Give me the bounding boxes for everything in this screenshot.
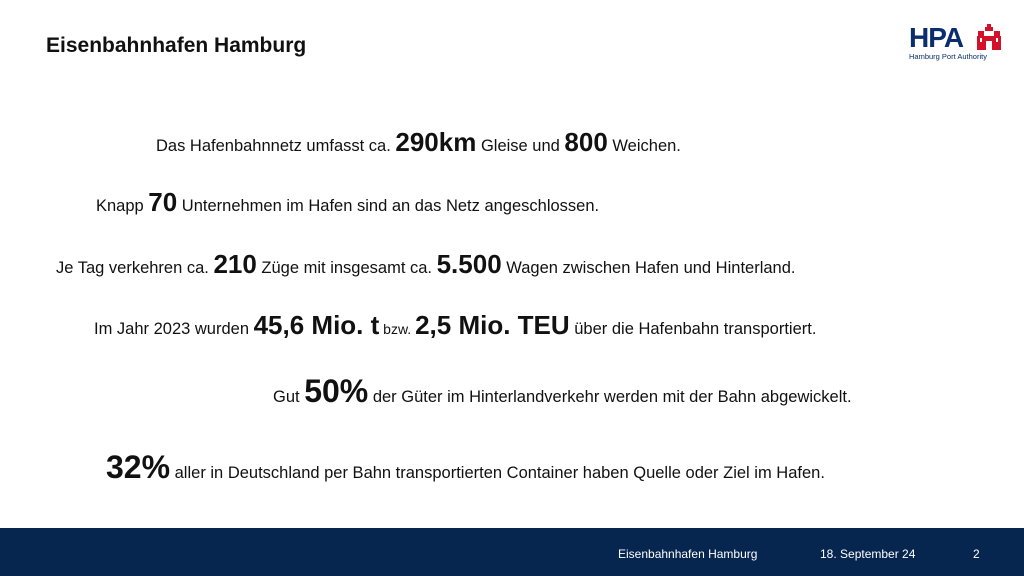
- fact-line-1: [156, 129, 681, 155]
- fact-text: Unternehmen im Hafen sind an das Netz angeschlossen.: [177, 197, 600, 215]
- footer-page-number: 2: [973, 547, 980, 561]
- fact-text: Weichen.: [607, 137, 681, 155]
- fact-number: 32%: [106, 449, 171, 485]
- hamburg-castle-crest-icon: [976, 24, 1002, 52]
- fact-text: Züge mit insgesamt ca.: [256, 259, 437, 277]
- fact-number: 210: [213, 249, 257, 279]
- fact-text: Gleise und: [476, 137, 565, 155]
- fact-line-5: [273, 375, 852, 407]
- footer-title: Eisenbahnhafen Hamburg: [618, 547, 758, 561]
- fact-line-6: [106, 451, 825, 483]
- fact-text: Wagen zwischen Hafen und Hinterland.: [501, 259, 796, 277]
- fact-number: 45,6 Mio. t: [253, 310, 380, 340]
- fact-text: Je Tag verkehren ca.: [56, 259, 214, 277]
- fact-line-2: [96, 189, 599, 215]
- fact-text: aller in Deutschland per Bahn transportierten Container haben Quelle oder Ziel im Hafen.: [170, 464, 825, 482]
- fact-text: Im Jahr 2023 wurden: [94, 320, 254, 338]
- fact-text: Gut: [273, 388, 305, 406]
- fact-text: der Güter im Hinterlandverkehr werden mit der Bahn abgewickelt.: [368, 388, 852, 406]
- fact-text: Knapp: [96, 197, 149, 215]
- logo-letters: HPA: [909, 22, 964, 53]
- hpa-logo: [906, 22, 1002, 64]
- footer-date: 18. September 24: [820, 547, 916, 561]
- fact-text: bzw.: [379, 321, 416, 337]
- fact-number: 2,5 Mio. TEU: [415, 310, 570, 340]
- footer-bar: [0, 528, 1024, 576]
- fact-line-4: [94, 312, 816, 338]
- fact-line-3: [56, 251, 795, 277]
- fact-number: 50%: [304, 373, 369, 409]
- fact-text: über die Hafenbahn transportiert.: [569, 320, 817, 338]
- fact-text: Das Hafenbahnnetz umfasst ca.: [156, 137, 396, 155]
- slide-title: Eisenbahnhafen Hamburg: [46, 34, 307, 57]
- fact-number: 290km: [395, 127, 477, 157]
- fact-number: 70: [148, 187, 178, 217]
- fact-number: 5.500: [436, 249, 502, 279]
- fact-number: 800: [564, 127, 608, 157]
- logo-subtitle: Hamburg Port Authority: [909, 52, 987, 61]
